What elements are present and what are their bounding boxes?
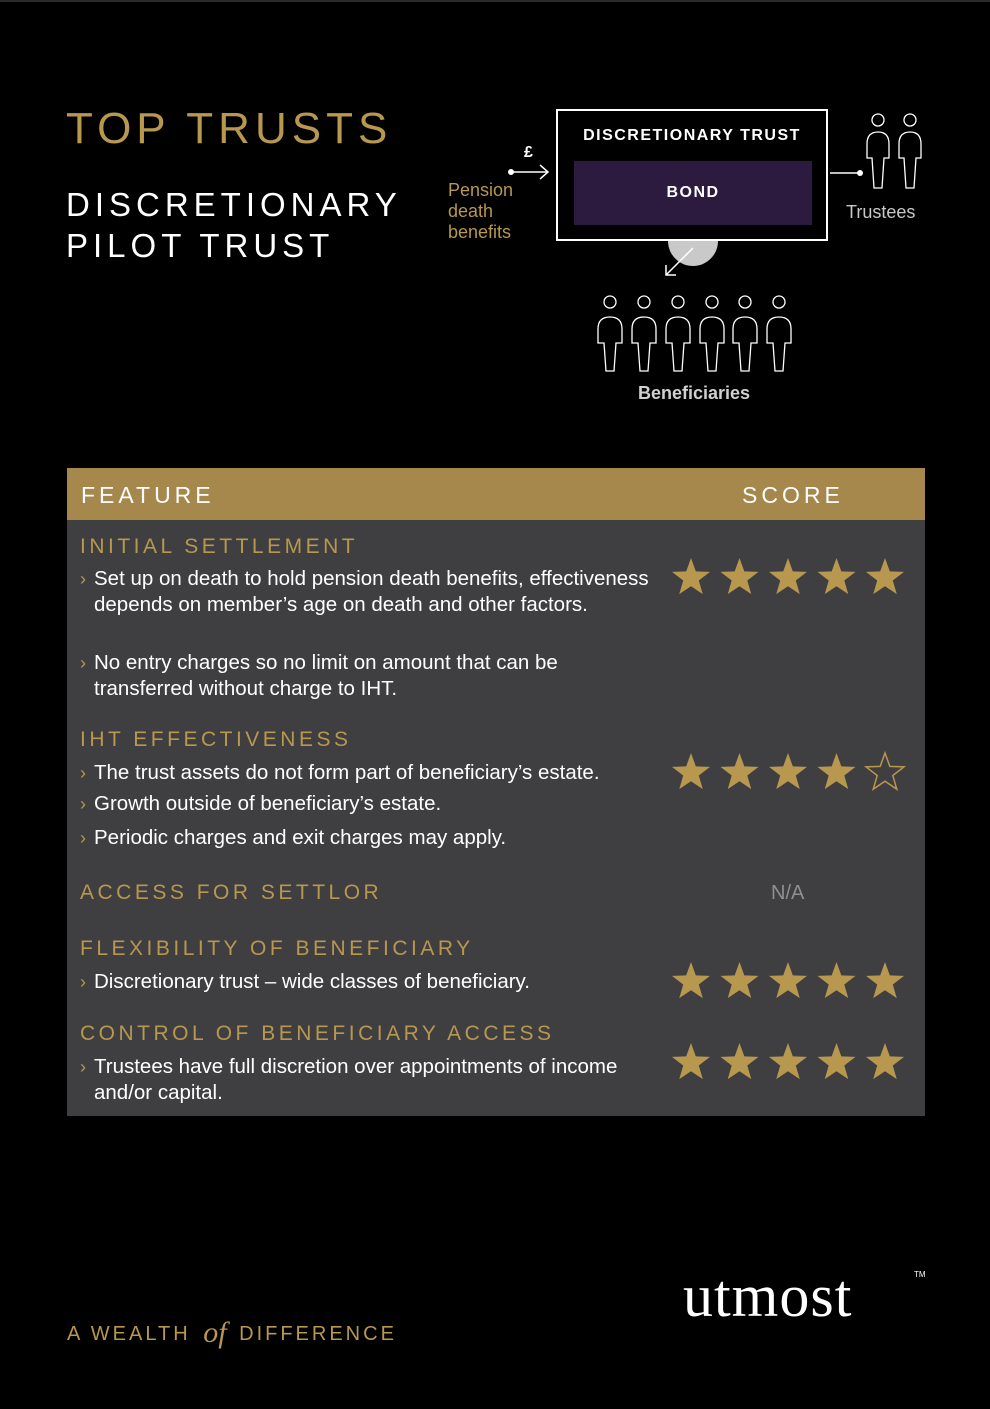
- trustees-connector-icon: [830, 170, 863, 176]
- table-header: [67, 468, 925, 520]
- star-outline-icon: [866, 753, 904, 789]
- trustee-figures: [867, 114, 921, 188]
- star-filled-icon: [817, 962, 855, 998]
- page-title: TOP TRUSTS: [66, 104, 393, 153]
- feature-column-header: FEATURE: [81, 482, 215, 508]
- chevron-right-icon: ›: [80, 569, 86, 589]
- pension-label-line: Pension: [448, 180, 514, 200]
- star-filled-icon: [769, 962, 807, 998]
- star-rating: [667, 958, 907, 1006]
- star-filled-icon: [769, 1043, 807, 1079]
- list-item: [80, 760, 650, 786]
- star-filled-icon: [817, 1043, 855, 1079]
- top-border: [0, 0, 990, 2]
- beneficiaries-label: Beneficiaries: [638, 383, 751, 403]
- person-icon: [700, 296, 724, 371]
- trust-box-title: DISCRETIONARY TRUST: [583, 127, 801, 144]
- subtitle-line-1: DISCRETIONARY: [66, 186, 402, 223]
- star-filled-icon: [720, 962, 758, 998]
- bullet-text: The trust assets do not form part of beneficiary’s estate.: [94, 761, 600, 784]
- feature-score-table: [67, 468, 925, 1116]
- bullet-text: Periodic charges and exit charges may apply.: [94, 826, 507, 849]
- bullet-text: No entry charges so no limit on amount that can be transferred without charge to IHT.: [94, 651, 558, 700]
- tagline-part: DIFFERENCE: [239, 1323, 397, 1345]
- bullet-text: Set up on death to hold pension death benefits, effectiveness depends on member’s age on death and other factors.: [94, 567, 649, 616]
- pension-label-line: death: [448, 201, 494, 221]
- chevron-right-icon: ›: [80, 972, 86, 992]
- subtitle-line-2: PILOT TRUST: [66, 227, 335, 264]
- utmost-logo: utmost: [683, 1263, 853, 1329]
- chevron-right-icon: ›: [80, 653, 86, 673]
- section-title-access-for-settlor: ACCESS FOR SETTLOR: [80, 881, 383, 904]
- person-icon: [899, 114, 921, 188]
- trademark-mark: TM: [914, 1270, 926, 1279]
- list-item: [80, 969, 650, 995]
- bullet-text: Growth outside of beneficiary’s estate.: [94, 792, 442, 815]
- trust-diagram: [440, 100, 960, 420]
- bond-box: BOND: [574, 161, 812, 225]
- chevron-right-icon: ›: [80, 1057, 86, 1077]
- star-filled-icon: [720, 1043, 758, 1079]
- star-rating: [667, 749, 907, 797]
- star-filled-icon: [672, 558, 710, 594]
- trustees-label: Trustees: [846, 202, 916, 222]
- star-rating: [667, 1039, 907, 1087]
- person-icon: [767, 296, 791, 371]
- distribution-semicircle-icon: [666, 241, 718, 275]
- beneficiary-figures: [598, 296, 791, 371]
- pound-symbol: £: [524, 144, 533, 161]
- person-icon: [733, 296, 757, 371]
- star-filled-icon: [866, 962, 904, 998]
- page-subtitle: [66, 184, 402, 266]
- bullet-text: Trustees have full discretion over appointments of income and/or capital.: [94, 1055, 618, 1104]
- tagline-part: A WEALTH: [67, 1323, 191, 1345]
- score-not-applicable: N/A: [771, 882, 805, 904]
- bullet-text: Discretionary trust – wide classes of beneficiary.: [94, 970, 530, 993]
- section-title-initial-settlement: INITIAL SETTLEMENT: [80, 535, 359, 558]
- pension-label-line: benefits: [448, 222, 512, 242]
- star-filled-icon: [672, 753, 710, 789]
- score-column-header: SCORE: [742, 482, 844, 508]
- person-icon: [867, 114, 889, 188]
- star-rating: [667, 554, 907, 602]
- chevron-right-icon: ›: [80, 828, 86, 848]
- list-item: [80, 566, 650, 618]
- person-icon: [598, 296, 622, 371]
- star-filled-icon: [769, 558, 807, 594]
- chevron-right-icon: ›: [80, 794, 86, 814]
- star-filled-icon: [769, 753, 807, 789]
- tagline-of: of: [203, 1316, 227, 1349]
- section-title-flexibility-of-beneficiary: FLEXIBILITY OF BENEFICIARY: [80, 937, 474, 960]
- person-icon: [632, 296, 656, 371]
- star-filled-icon: [866, 558, 904, 594]
- section-title-iht-effectiveness: IHT EFFECTIVENESS: [80, 728, 352, 751]
- tagline: [67, 1314, 397, 1348]
- list-item: [80, 825, 650, 851]
- section-title-control-of-beneficiary-access: CONTROL OF BENEFICIARY ACCESS: [80, 1022, 555, 1045]
- pension-arrow-icon: [508, 165, 548, 179]
- discretionary-trust-box: [556, 109, 828, 241]
- person-icon: [666, 296, 690, 371]
- star-filled-icon: [720, 753, 758, 789]
- star-filled-icon: [817, 753, 855, 789]
- list-item: [80, 650, 650, 702]
- star-filled-icon: [720, 558, 758, 594]
- pension-death-benefits-label: [448, 180, 513, 243]
- chevron-right-icon: ›: [80, 763, 86, 783]
- star-filled-icon: [866, 1043, 904, 1079]
- list-item: [80, 791, 650, 817]
- list-item: [80, 1054, 650, 1106]
- star-filled-icon: [672, 962, 710, 998]
- star-filled-icon: [672, 1043, 710, 1079]
- star-filled-icon: [817, 558, 855, 594]
